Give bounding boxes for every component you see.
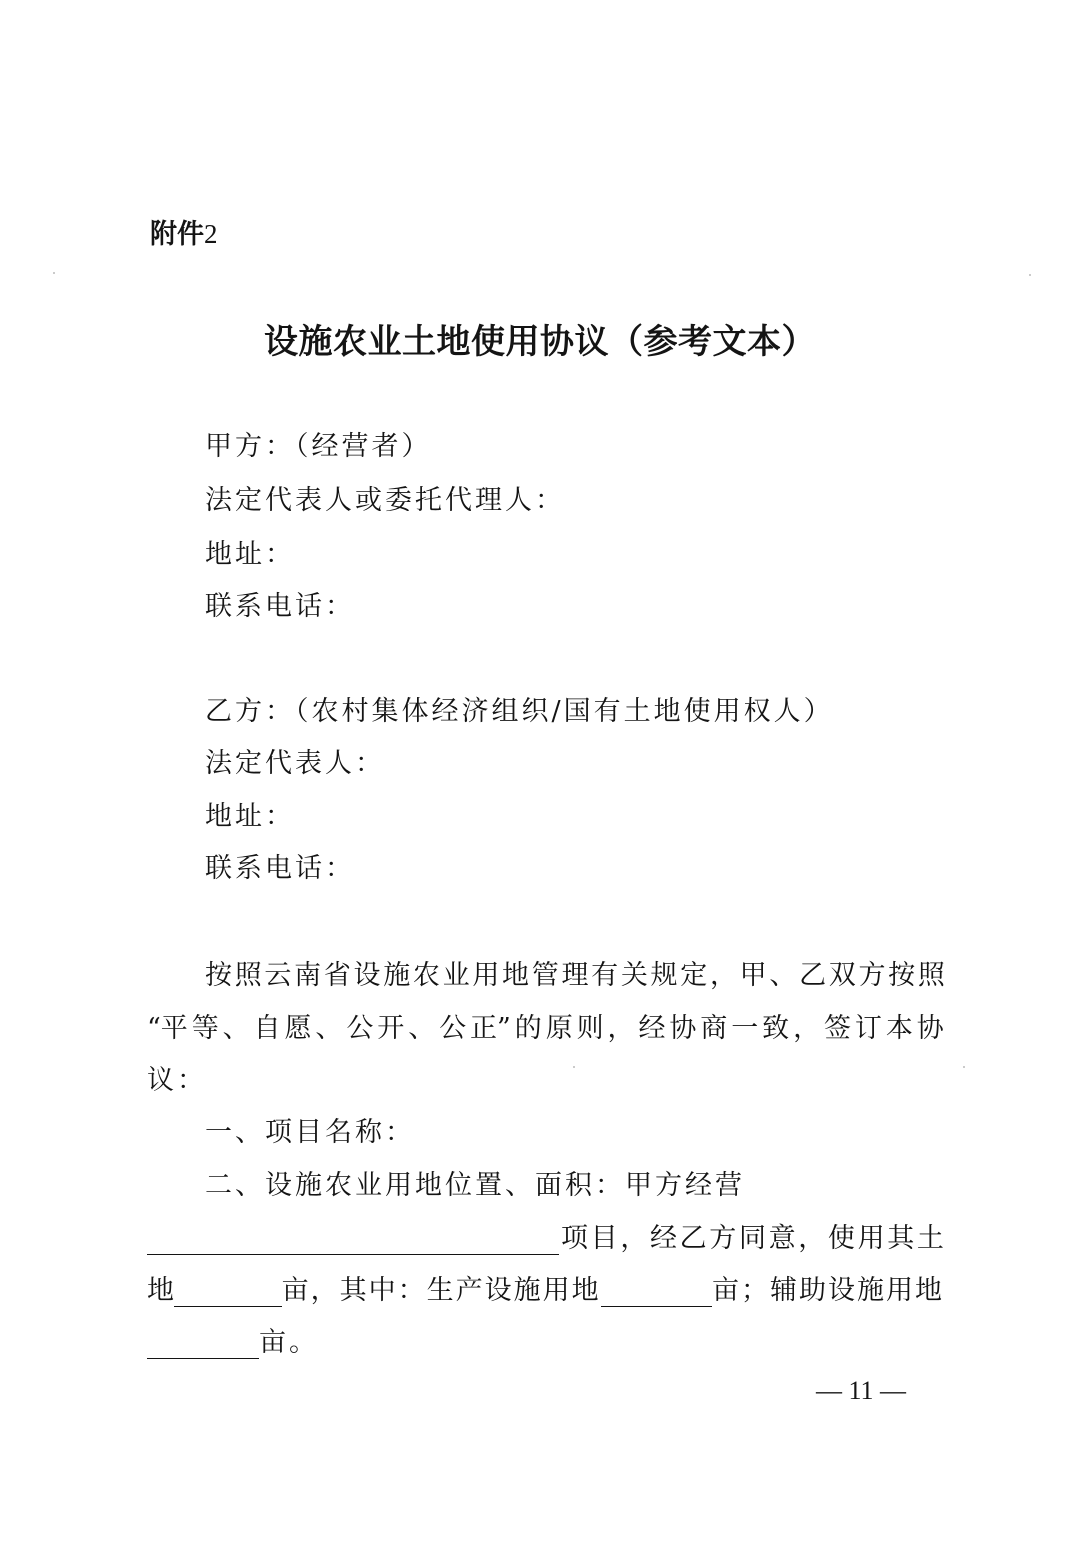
preamble-line-1 xyxy=(205,953,945,992)
text-glyph: 按 xyxy=(205,960,232,991)
text-glyph: ， xyxy=(709,960,737,991)
text-glyph: 公 xyxy=(439,1013,467,1044)
text-glyph: 致 xyxy=(762,1013,790,1044)
text-glyph: 、 xyxy=(769,960,797,991)
text-glyph: 地 xyxy=(502,960,530,991)
text-glyph: 业 xyxy=(442,960,470,991)
text-glyph: 协 xyxy=(916,1013,944,1044)
text-glyph: 签 xyxy=(823,1013,851,1044)
text-glyph: 定 xyxy=(680,960,708,991)
clause-line-4-end: 亩。 xyxy=(259,1327,319,1358)
text-glyph: 原 xyxy=(545,1013,573,1044)
preamble-line-3: 议： xyxy=(147,1065,207,1096)
text-glyph: ， xyxy=(793,1013,821,1044)
scan-speck xyxy=(53,272,55,274)
text-glyph: ， xyxy=(798,1223,826,1254)
clause-project-name: 一、项目名称： xyxy=(205,1117,415,1148)
text-glyph: 同 xyxy=(738,1223,766,1254)
total-area-blank[interactable] xyxy=(174,1280,282,1307)
text-glyph: 照 xyxy=(917,960,945,991)
text-glyph: 管 xyxy=(531,960,559,991)
preamble-line-2 xyxy=(147,1006,944,1045)
text-glyph: 则 xyxy=(576,1013,604,1044)
auxiliary-area-label: 亩；辅助设施用地 xyxy=(712,1275,944,1306)
party-a-address: 地址： xyxy=(205,539,295,570)
text-glyph: 甲 xyxy=(739,960,767,991)
text-glyph: 、 xyxy=(408,1013,436,1044)
text-glyph: ， xyxy=(620,1223,648,1254)
text-glyph: ， xyxy=(607,1013,635,1044)
text-glyph: 施 xyxy=(383,960,411,991)
text-glyph: 使 xyxy=(827,1223,855,1254)
text-glyph: “平 xyxy=(147,1013,188,1044)
text-glyph: 照 xyxy=(234,960,262,991)
text-glyph: 乙 xyxy=(799,960,827,991)
text-glyph: 用 xyxy=(857,1223,885,1254)
auxiliary-area-blank[interactable] xyxy=(147,1332,259,1359)
text-glyph: 其 xyxy=(887,1223,915,1254)
scan-speck xyxy=(573,1066,575,1068)
party-a-representative: 法定代表人或委托代理人： xyxy=(205,485,565,516)
attachment-label xyxy=(150,212,218,251)
text-glyph: 有 xyxy=(591,960,619,991)
text-glyph: 经 xyxy=(638,1013,666,1044)
project-name-blank[interactable] xyxy=(147,1228,559,1255)
land-label: 地 xyxy=(147,1275,174,1306)
production-area-blank[interactable] xyxy=(601,1280,712,1307)
text-glyph: 目 xyxy=(590,1223,618,1254)
text-glyph: 设 xyxy=(353,960,381,991)
text-glyph: 订 xyxy=(854,1013,882,1044)
text-glyph: 本 xyxy=(885,1013,913,1044)
clause-line-3 xyxy=(147,1268,944,1307)
clause-line-2-text xyxy=(561,1216,944,1255)
text-glyph: 用 xyxy=(472,960,500,991)
attachment-number: 2 xyxy=(204,219,218,249)
text-glyph: 、 xyxy=(222,1013,250,1044)
text-glyph: 土 xyxy=(916,1223,944,1254)
party-a-phone: 联系电话： xyxy=(205,591,355,622)
scan-speck xyxy=(963,1066,965,1068)
text-glyph: 协 xyxy=(669,1013,697,1044)
party-b-label: 乙方：（农村集体经济组织/国有土地使用权人） xyxy=(205,696,834,727)
text-glyph: 乙 xyxy=(679,1223,707,1254)
text-glyph: 、 xyxy=(315,1013,343,1044)
document-title: 设施农业土地使用协议（参考文本） xyxy=(264,322,816,362)
text-glyph: 一 xyxy=(731,1013,759,1044)
text-glyph: 的 xyxy=(514,1013,542,1044)
text-glyph: 方 xyxy=(858,960,886,991)
party-a-label: 甲方：（经营者） xyxy=(205,431,432,462)
text-glyph: 双 xyxy=(828,960,856,991)
party-b-phone: 联系电话： xyxy=(205,853,355,884)
text-glyph: 关 xyxy=(620,960,648,991)
party-b-representative: 法定代表人： xyxy=(205,748,385,779)
production-area-label: 亩，其中：生产设施用地 xyxy=(281,1275,601,1306)
scan-speck xyxy=(1029,274,1031,276)
text-glyph: 规 xyxy=(650,960,678,991)
attachment-label-text: 附件 xyxy=(150,219,204,250)
text-glyph: 愿 xyxy=(284,1013,312,1044)
text-glyph: 商 xyxy=(700,1013,728,1044)
text-glyph: 方 xyxy=(709,1223,737,1254)
clause-line-2 xyxy=(147,1216,944,1255)
text-glyph: 开 xyxy=(377,1013,405,1044)
text-glyph: 意 xyxy=(768,1223,796,1254)
text-glyph: 正” xyxy=(470,1013,511,1044)
text-glyph: 公 xyxy=(346,1013,374,1044)
party-b-address: 地址： xyxy=(205,801,295,832)
text-glyph: 项 xyxy=(561,1223,588,1254)
page-number: — 11 — xyxy=(816,1376,907,1405)
text-glyph: 按 xyxy=(888,960,916,991)
text-glyph: 等 xyxy=(191,1013,219,1044)
text-glyph: 经 xyxy=(649,1223,677,1254)
clause-line-4 xyxy=(147,1320,319,1359)
text-glyph: 南 xyxy=(294,960,322,991)
clause-land-location-area: 二、设施农业用地位置、面积：甲方经营 xyxy=(205,1170,745,1201)
text-glyph: 省 xyxy=(323,960,351,991)
text-glyph: 理 xyxy=(561,960,589,991)
text-glyph: 云 xyxy=(264,960,292,991)
text-glyph: 自 xyxy=(253,1013,281,1044)
text-glyph: 农 xyxy=(412,960,440,991)
